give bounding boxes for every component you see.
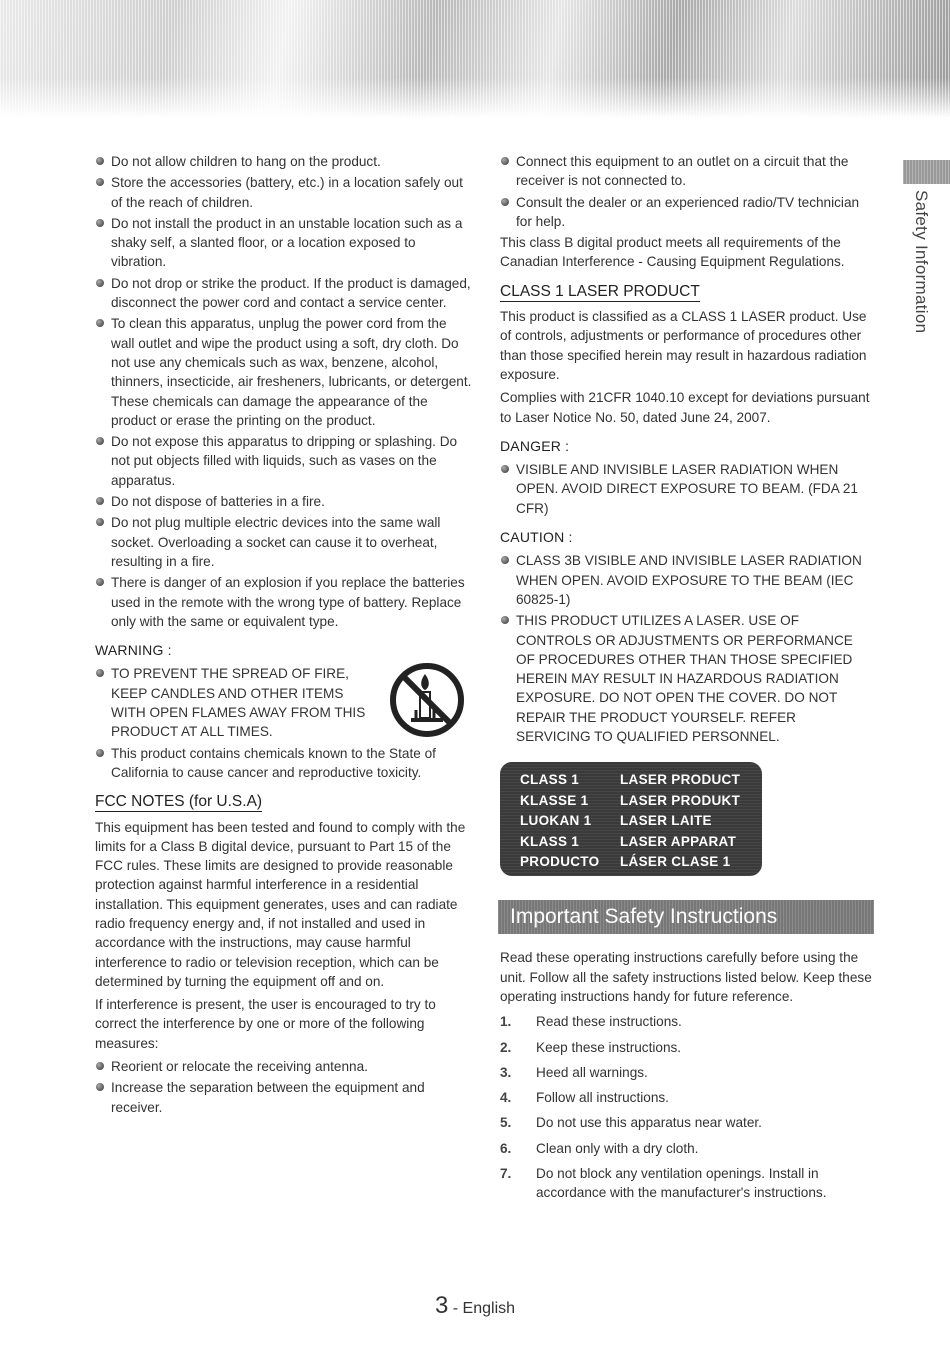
laser-label-row xyxy=(500,811,762,832)
item-text: THIS PRODUCT UTILIZES A LASER. USE OF CONTROLS OR ADJUSTMENTS OR PERFORMANCE OF PROCEDURES OTHER THAN THOSE SPECIFIED HEREIN MAY RESULT IN HAZARDOUS RADIATION EXPOSURE. DO NOT OPEN THE COVER. DO NOT REPAIR THE PRODUCT YOURSELF. REFER SERVICING TO QUALIFIED PERSONNEL. xyxy=(516,613,853,745)
bullet-icon xyxy=(96,1083,104,1091)
list-item xyxy=(500,611,872,746)
item-text: Read these instructions. xyxy=(536,1014,682,1030)
item-text: Clean only with a dry cloth. xyxy=(536,1140,699,1156)
list-item xyxy=(500,1164,872,1203)
list-item xyxy=(95,1057,473,1076)
item-text: CLASS 3B VISIBLE AND INVISIBLE LASER RADIATION WHEN OPEN. AVOID EXPOSURE TO THE BEAM (IEC 60825-1) xyxy=(516,553,862,607)
item-text: TO PREVENT THE SPREAD OF FIRE, KEEP CANDLES AND OTHER ITEMS WITH OPEN FLAMES AWAY FROM THIS PRODUCT AT ALL TIMES. xyxy=(111,666,366,740)
item-text: Heed all warnings. xyxy=(536,1064,648,1080)
item-text: There is danger of an explosion if you replace the batteries used in the remote with the wrong type of battery. Replace only with the same or equivalent type. xyxy=(111,575,465,629)
item-number: 4. xyxy=(500,1090,512,1106)
bullet-icon xyxy=(501,157,509,165)
isi-heading: Important Safety Instructions xyxy=(498,900,874,934)
item-text: Increase the separation between the equipment and receiver. xyxy=(111,1080,425,1115)
laser-label-class: KLASSE 1 xyxy=(520,792,589,808)
laser-label-class: KLASS 1 xyxy=(520,833,580,849)
laser-label-text: LASER APPARAT xyxy=(620,833,737,849)
list-item xyxy=(95,492,473,511)
bullet-icon xyxy=(501,556,509,564)
list-item xyxy=(95,214,473,272)
item-text: VISIBLE AND INVISIBLE LASER RADIATION WHEN OPEN. AVOID DIRECT EXPOSURE TO BEAM. (FDA 21 CFR) xyxy=(516,462,858,516)
list-item xyxy=(95,173,473,212)
list-item xyxy=(500,1063,872,1082)
item-number: 1. xyxy=(500,1014,512,1030)
list-item xyxy=(500,193,872,232)
bullet-icon xyxy=(96,497,104,505)
side-tab-label xyxy=(905,190,935,350)
laser-label-text: LÁSER CLASE 1 xyxy=(620,854,731,870)
warning-label: WARNING : xyxy=(95,642,172,659)
item-number: 2. xyxy=(500,1039,512,1055)
danger-label: DANGER : xyxy=(500,437,570,454)
item-text: Reorient or relocate the receiving antenna. xyxy=(111,1059,368,1075)
bullet-icon xyxy=(501,616,509,624)
fcc-bullets xyxy=(95,1057,473,1117)
caution-bullets xyxy=(500,551,872,746)
bullet-icon xyxy=(96,178,104,186)
bullet-icon xyxy=(501,198,509,206)
item-text: Do not expose this apparatus to dripping or splashing. Do not put objects filled with liquids, such as vases on the apparatus. xyxy=(111,434,458,488)
fcc-heading xyxy=(95,792,473,811)
bullet-icon xyxy=(96,157,104,165)
list-item xyxy=(500,551,872,609)
bullet-icon xyxy=(96,1062,104,1070)
page-number: 3 xyxy=(434,1292,449,1319)
item-text: Connect this equipment to an outlet on a circuit that the receiver is not connected to. xyxy=(516,154,849,189)
header-banner xyxy=(0,0,950,118)
laser-paragraph-2: Complies with 21CFR 1040.10 except for deviations pursuant to Laser Notice No. 50, dated June 24, 2007. xyxy=(500,390,870,425)
list-item xyxy=(95,274,473,313)
list-item xyxy=(95,1078,473,1117)
laser-label-row xyxy=(500,832,762,853)
item-text: Store the accessories (battery, etc.) in a location safely out of the reach of children. xyxy=(111,175,463,210)
item-text: Do not allow children to hang on the product. xyxy=(111,154,381,169)
item-text: Do not drop or strike the product. If the product is damaged, disconnect the power cord and contact a service center. xyxy=(111,275,471,311)
list-item xyxy=(500,1113,872,1132)
list-item xyxy=(95,513,473,571)
item-number: 6. xyxy=(500,1140,512,1156)
item-text: Do not dispose of batteries in a fire. xyxy=(111,494,325,510)
list-item xyxy=(95,152,473,171)
page-language: - English xyxy=(452,1300,516,1317)
list-item xyxy=(95,744,473,783)
list-item xyxy=(95,573,473,631)
fcc-paragraph-2: If interference is present, the user is encouraged to try to correct the interference by one or more of the following measures: xyxy=(95,997,436,1051)
bullet-icon xyxy=(96,279,104,287)
list-item xyxy=(95,432,473,490)
item-text: Follow all instructions. xyxy=(536,1090,669,1106)
caution-label: CAUTION : xyxy=(500,529,573,546)
bullet-icon xyxy=(501,465,509,473)
danger-bullets xyxy=(500,460,872,518)
isi-intro: Read these operating instructions carefully before using the unit. Follow all the safety instructions listed below. Keep these operating instructions handy for future reference. xyxy=(500,950,872,1004)
fcc-bullets-continued xyxy=(500,152,872,231)
warning-bullets xyxy=(95,664,473,782)
canada-paragraph: This class B digital product meets all requirements of the Canadian Interference - Causing Equipment Regulations. xyxy=(500,235,845,270)
list-item xyxy=(500,1012,872,1031)
fcc-heading-text: FCC NOTES (for U.S.A) xyxy=(95,793,263,811)
item-text: To clean this apparatus, unplug the power cord from the wall outlet and wipe the product using a soft, dry cloth. Do not use any chemicals such as wax, benzene, alcohol, thinners, insecticide, air fresheners, lubricants, or detergent. These chemicals can damage the appearance of the product or erase the printing on the product. xyxy=(111,316,472,428)
bullet-icon xyxy=(96,319,104,327)
list-item xyxy=(95,314,473,430)
isi-list xyxy=(500,1012,872,1202)
side-tab-marker xyxy=(903,160,950,184)
list-item xyxy=(500,1139,872,1158)
laser-product-label xyxy=(500,762,762,876)
bullet-icon xyxy=(96,669,104,677)
item-number: 3. xyxy=(500,1064,512,1080)
item-text: This product contains chemicals known to the State of California to cause cancer and reproductive toxicity. xyxy=(111,745,436,780)
left-column xyxy=(95,152,473,1119)
item-text: Do not block any ventilation openings. Install in accordance with the manufacturer's instructions. xyxy=(536,1165,827,1201)
bullet-icon xyxy=(96,578,104,586)
warning-block xyxy=(95,664,473,782)
right-column xyxy=(500,152,872,1209)
item-text: Do not plug multiple electric devices into the same wall socket. Overloading a socket can cause it to overheat, resulting in a fire. xyxy=(111,515,441,569)
item-text: Do not use this apparatus near water. xyxy=(536,1115,762,1131)
bullet-icon xyxy=(96,518,104,526)
bullet-icon xyxy=(96,437,104,445)
list-item xyxy=(500,152,872,191)
item-text: Consult the dealer or an experienced radio/TV technician for help. xyxy=(516,194,860,229)
item-number: 7. xyxy=(500,1165,512,1181)
list-item xyxy=(95,664,473,741)
list-item xyxy=(500,460,872,518)
laser-heading xyxy=(500,282,872,301)
item-text: Do not install the product in an unstable location such as a shaky self, a slanted floor, or a location exposed to vibration. xyxy=(111,215,463,270)
bullet-icon xyxy=(96,219,104,227)
page-footer xyxy=(0,1292,950,1320)
laser-label-class: LUOKAN 1 xyxy=(520,813,592,829)
bullet-icon xyxy=(96,749,104,757)
laser-label-text: LASER LAITE xyxy=(620,813,712,829)
laser-label-class: CLASS 1 xyxy=(520,772,580,788)
list-item xyxy=(500,1088,872,1107)
laser-label-text: LASER PRODUKT xyxy=(620,792,741,808)
laser-label-row xyxy=(500,791,762,812)
laser-label-row xyxy=(500,770,762,791)
laser-label-text: LASER PRODUCT xyxy=(620,772,741,788)
item-number: 5. xyxy=(500,1115,512,1131)
fcc-paragraph-1: This equipment has been tested and found to comply with the limits for a Class B digital device, pursuant to Part 15 of the FCC rules. These limits are designed to provide reasonable protection against harmful interference in a residential installation. This equipment generates, uses and can radiate radio frequency energy and, if not installed and used in accordance with the instructions, may cause harmful interference to radio or television reception, which can be determined by turning the equipment off and on. xyxy=(95,819,466,989)
laser-paragraph-1: This product is classified as a CLASS 1 LASER product. Use of controls, adjustments or performance of procedures other than those specified herein may result in hazardous radiation exposure. xyxy=(500,309,867,382)
list-item xyxy=(500,1038,872,1057)
laser-heading-text: CLASS 1 LASER PRODUCT xyxy=(500,282,700,300)
item-text: Keep these instructions. xyxy=(536,1039,682,1055)
laser-label-row xyxy=(500,852,762,873)
laser-label-class: PRODUCTO xyxy=(520,854,600,870)
side-tab-text: Safety Information xyxy=(912,190,931,334)
safety-bullets-a xyxy=(95,152,473,631)
